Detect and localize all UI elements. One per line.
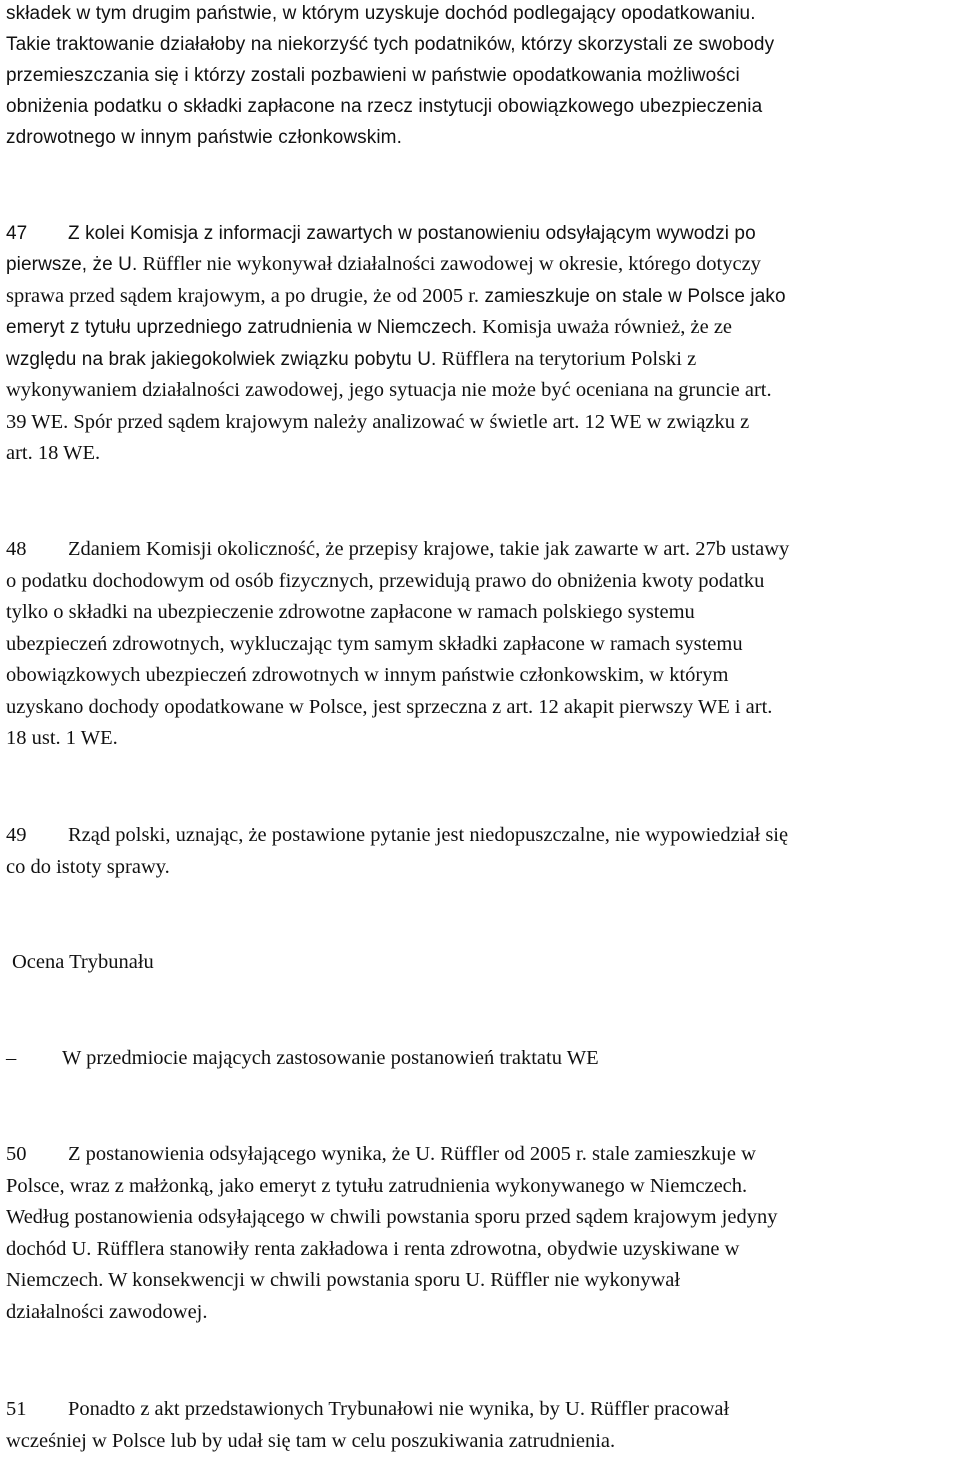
paragraph-text: co do istoty sprawy. (6, 852, 958, 884)
paragraph-text: o podatku dochodowym od osób fizycznych, przewidują prawo do obniżenia kwoty podatku (6, 566, 958, 598)
paragraph-text: Rząd polski, uznając, że postawione pytanie jest niedopuszczalne, nie wypowiedział się (68, 824, 788, 846)
paragraph-51 (6, 1394, 958, 1457)
paragraph-number: 50 (6, 1139, 68, 1171)
paragraph-text: Zdaniem Komisji okoliczność, że przepisy krajowe, takie jak zawarte w art. 27b ustawy (68, 538, 789, 560)
paragraph-text: Ponadto z akt przedstawionych Trybunałowi nie wynika, by U. Rüffler pracował (68, 1398, 729, 1420)
paragraph-text: art. 18 WE. (6, 438, 958, 470)
paragraph-50 (6, 1139, 958, 1328)
paragraph-text: dochód U. Rüfflera stanowiły renta zakładowa i renta zdrowotna, obydwie uzyskiwane w (6, 1234, 958, 1266)
paragraph-number: 49 (6, 820, 68, 852)
intro-paragraph (6, 0, 958, 153)
paragraph-text: Rüfflera na terytorium Polski z (436, 348, 696, 370)
paragraph-text: 18 ust. 1 WE. (6, 723, 958, 755)
paragraph-text: Komisja uważa również, że ze (477, 316, 732, 338)
paragraph-text: pierwsze, że U. (6, 254, 137, 275)
intro-line: zdrowotnego w innym państwie członkowskim. (6, 122, 958, 153)
paragraph-number: 51 (6, 1394, 68, 1426)
paragraph-47 (6, 218, 958, 470)
paragraph-text: Z postanowienia odsyłającego wynika, że U. Rüffler od 2005 r. stale zamieszkuje w (68, 1143, 756, 1165)
paragraph-text: ubezpieczeń zdrowotnych, wykluczając tym samym składki zapłacone w ramach systemu (6, 629, 958, 661)
paragraph-text: Według postanowienia odsyłającego w chwili powstania sporu przed sądem krajowym jedyny (6, 1202, 958, 1234)
paragraph-text: Rüffler nie wykonywał działalności zawodowej w okresie, którego dotyczy (137, 253, 761, 275)
paragraph-number: 47 (6, 218, 68, 249)
intro-line: przemieszczania się i którzy zostali pozbawieni w państwie opodatkowania możliwości (6, 60, 958, 91)
subsection-heading-text: W przedmiocie mających zastosowanie postanowień traktatu WE (62, 1047, 599, 1069)
paragraph-49 (6, 820, 958, 883)
paragraph-text: uzyskano dochody opodatkowane w Polsce, jest sprzeczna z art. 12 akapit pierwszy WE i art. (6, 692, 958, 724)
subsection-heading (6, 1043, 958, 1075)
paragraph-text: emeryt z tytułu uprzedniego zatrudnienia w Niemczech. (6, 317, 477, 338)
paragraph-text: Niemczech. W konsekwencji w chwili powstania sporu U. Rüffler nie wykonywał (6, 1265, 958, 1297)
intro-line: Takie traktowanie działałoby na niekorzyść tych podatników, którzy skorzystali ze swobody (6, 29, 958, 60)
paragraph-text: wykonywaniem działalności zawodowej, jego sytuacja nie może być oceniana na gruncie art. (6, 375, 958, 407)
paragraph-text: działalności zawodowej. (6, 1297, 958, 1329)
section-heading: Ocena Trybunału (6, 947, 960, 979)
paragraph-48 (6, 534, 958, 755)
paragraph-text: wcześniej w Polsce lub by udał się tam w celu poszukiwania zatrudnienia. (6, 1426, 958, 1457)
paragraph-text: tylko o składki na ubezpieczenie zdrowotne zapłacone w ramach polskiego systemu (6, 597, 958, 629)
paragraph-text: Polsce, wraz z małżonką, jako emeryt z tytułu zatrudnienia wykonywanego w Niemczech. (6, 1171, 958, 1203)
intro-line: obniżenia podatku o składki zapłacone na rzecz instytucji obowiązkowego ubezpieczenia (6, 91, 958, 122)
paragraph-text: Z kolei Komisja z informacji zawartych w postanowieniu odsyłającym wywodzi po (68, 223, 756, 244)
intro-line: składek w tym drugim państwie, w którym uzyskuje dochód podlegający opodatkowaniu. (6, 0, 958, 29)
paragraph-text: zamieszkuje on stale w Polsce jako (479, 286, 786, 307)
dash-marker: – (6, 1043, 62, 1075)
paragraph-number: 48 (6, 534, 68, 566)
paragraph-text: 39 WE. Spór przed sądem krajowym należy analizować w świetle art. 12 WE w związku z (6, 407, 958, 439)
paragraph-text: względu na brak jakiegokolwiek związku pobytu U. (6, 349, 436, 370)
paragraph-text: obowiązkowych ubezpieczeń zdrowotnych w innym państwie członkowskim, w którym (6, 660, 958, 692)
paragraph-text: sprawa przed sądem krajowym, a po drugie, że od 2005 r. (6, 285, 479, 307)
